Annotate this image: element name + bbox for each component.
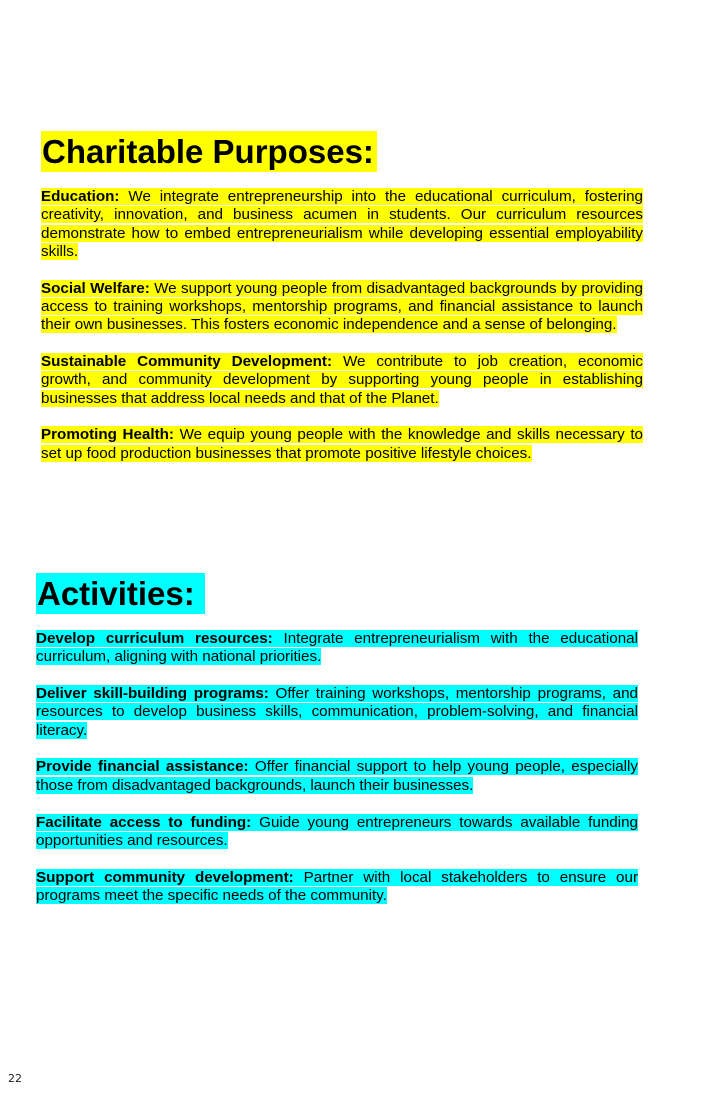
purpose-promoting-health-label: Promoting Health: (41, 426, 174, 444)
purpose-promoting-health (41, 426, 643, 463)
activities-section (36, 573, 638, 924)
activity-financial-assistance-text: Offer financial support to help young people, especially those from disadvantaged backgrounds, launch their businesses. (36, 758, 638, 794)
purpose-community-development-label: Sustainable Community Development: (41, 353, 333, 371)
charitable-purposes-section (41, 131, 643, 482)
activity-community-development-label: Support community development: (36, 868, 294, 886)
activity-access-to-funding (36, 814, 638, 851)
activity-curriculum-resources-text: Integrate entrepreneurialism with the educational curriculum, aligning with national priorities. (36, 630, 638, 666)
activity-skill-building-text: Offer training workshops, mentorship programs, and resources to develop business skills, communication, problem-solving, and financial literacy. (36, 685, 638, 739)
charitable-purposes-heading: Charitable Purposes: (41, 131, 377, 172)
activity-skill-building (36, 685, 638, 740)
activity-community-development-text: Partner with local stakeholders to ensure our programs meet the specific needs of the community. (36, 868, 638, 904)
activity-access-to-funding-text: Guide young entrepreneurs towards available funding opportunities and resources. (36, 813, 638, 849)
purpose-social-welfare-text: We support young people from disadvantaged backgrounds by providing access to training workshops, mentorship programs, and financial assistance to launch their own businesses. This fosters economic independence and a sense of belonging. (41, 279, 643, 334)
activity-curriculum-resources-label: Develop curriculum resources: (36, 630, 273, 647)
page-number: 22 (8, 1072, 22, 1085)
purpose-education-label: Education: (41, 188, 120, 205)
purpose-education-text: We integrate entrepreneurship into the educational curriculum, fostering creativity, innovation, and business acumen in students. Our curriculum resources demonstrate how to embed entrepreneurialism while developing essential employability skills. (41, 188, 643, 260)
purpose-community-development (41, 353, 643, 408)
activity-curriculum-resources (36, 630, 638, 667)
purpose-promoting-health-text: We equip young people with the knowledge and skills necessary to set up food production businesses that promote positive lifestyle choices. (41, 426, 644, 462)
purpose-community-development-text: We contribute to job creation, economic growth, and community development by supporting young people in establishing businesses that address local needs and that of the Planet. (41, 353, 643, 407)
activities-heading: Activities: (36, 573, 205, 614)
activity-financial-assistance-label: Provide financial assistance: (36, 758, 249, 776)
activity-community-development (36, 869, 638, 906)
activity-skill-building-label: Deliver skill-building programs: (36, 685, 269, 703)
purpose-education (41, 188, 643, 261)
activity-financial-assistance (36, 758, 638, 795)
purpose-social-welfare-label: Social Welfare: (41, 279, 150, 297)
purpose-social-welfare (41, 280, 643, 335)
activity-access-to-funding-label: Facilitate access to funding: (36, 813, 252, 831)
